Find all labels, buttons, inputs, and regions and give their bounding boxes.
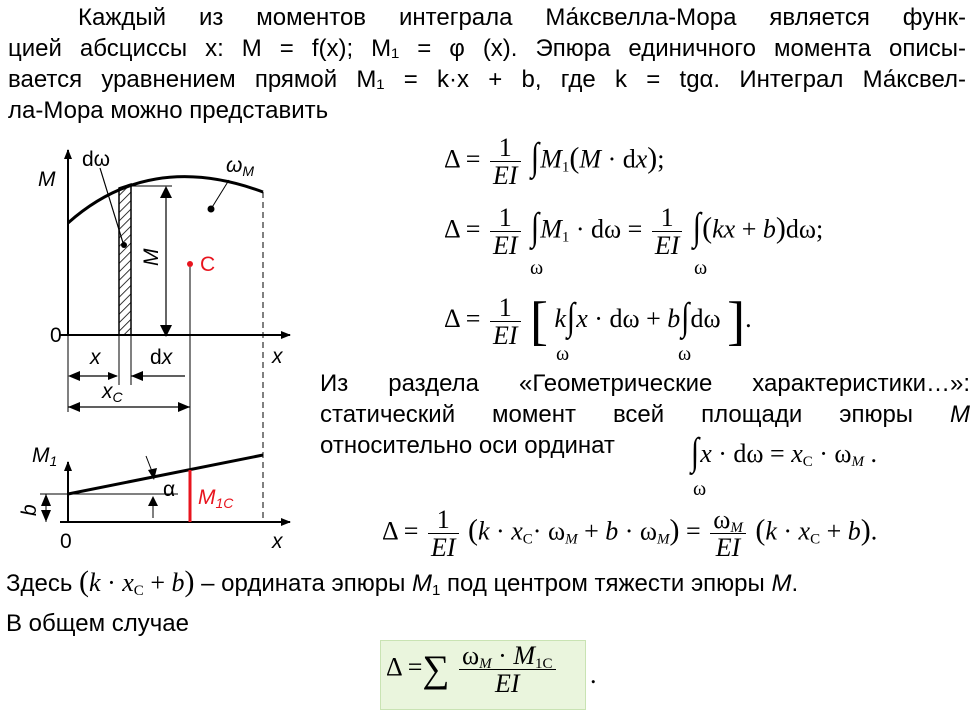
intro-line-2: цией абсциссы x: M = f(x); M₁ = φ (x). Эпюра единичного момента описы-	[8, 35, 966, 62]
general-formula-end: .	[590, 660, 597, 689]
under-omega-2: ω	[694, 257, 708, 279]
top-x-label: x	[272, 345, 283, 368]
strip-dot	[121, 242, 127, 248]
under-omega-4: ω	[678, 343, 692, 365]
section-ref-line-1: Из раздела «Геометрические характеристики…»:	[320, 370, 970, 397]
intro-line-4: ла-Мора можно представить	[8, 97, 329, 124]
formula-3: Δ = $\frac{1}{EI}$ [ k∫x · dω + b∫dω ].	[444, 291, 752, 351]
intro-paragraph	[8, 2, 966, 126]
m1c-label: M1C	[198, 486, 234, 511]
result-formula: Δ = $\frac{1}{EI}$ $(k \cdot x_C\cdot \omega_M + b \cdot \omega_M)$ = $\frac{\omega_M}{EI}$ $(k \cdot x_C + b)$.	[382, 505, 878, 562]
general-formula: Δ =∑ $\frac{\omega_M \cdot M_{1C}}{EI}$	[386, 642, 559, 697]
d-omega-strip	[119, 184, 131, 335]
under-omega-3: ω	[556, 343, 570, 365]
bottom-y-label: M1	[32, 444, 58, 469]
centroid-label: C	[200, 253, 216, 276]
centroid-dot	[187, 261, 193, 267]
section-ref-line-3: относительно оси ординат	[320, 432, 615, 459]
section-ref-line-2: статический момент всей площади эпюры M	[320, 401, 970, 428]
intro-line-3: вается уравнением прямой M₁ = k·x + b, где k = tgα. Интеграл Ма́ксвел-	[8, 66, 966, 93]
bottom-origin: 0	[60, 530, 72, 553]
xc-dim-label: xC	[102, 380, 123, 405]
d-omega-label: dω	[82, 148, 111, 171]
top-origin: 0	[50, 324, 62, 347]
under-omega-1: ω	[530, 257, 544, 279]
static-moment-formula: $\int x \cdot d\omega = x_C \cdot \omega_M$ .	[691, 430, 878, 474]
general-case-text: В общем случае	[6, 610, 189, 637]
omega-m-label: ωM	[226, 154, 255, 179]
formula-1: Δ = $\frac{1}{EI}$ $\int M_1(M \cdot dx)$;	[444, 133, 665, 190]
moment-diagrams	[0, 140, 310, 560]
x-dim-label: x	[90, 346, 101, 369]
intro-line-1: Каждый из моментов интеграла Ма́ксвелла-Мора является функ-	[78, 4, 966, 31]
alpha-label: α	[163, 478, 176, 501]
m-vertical-label: M	[140, 248, 163, 266]
b-label: b	[18, 504, 41, 516]
top-y-label: M	[38, 168, 56, 191]
formula-2: Δ = $\frac{1}{EI}$ $\int M_1 \cdot d\omega$ = $\frac{1}{EI}$ ∫(kx + b)dω;	[444, 203, 824, 260]
here-paragraph: Здесь $(k \cdot x_C + b)$ – ордината эпюры $M_1$ под центром тяжести эпюры M.	[6, 565, 799, 599]
bottom-x-label: x	[272, 530, 283, 553]
under-omega-5: ω	[693, 478, 707, 500]
dx-dim-label: dx	[150, 346, 173, 369]
